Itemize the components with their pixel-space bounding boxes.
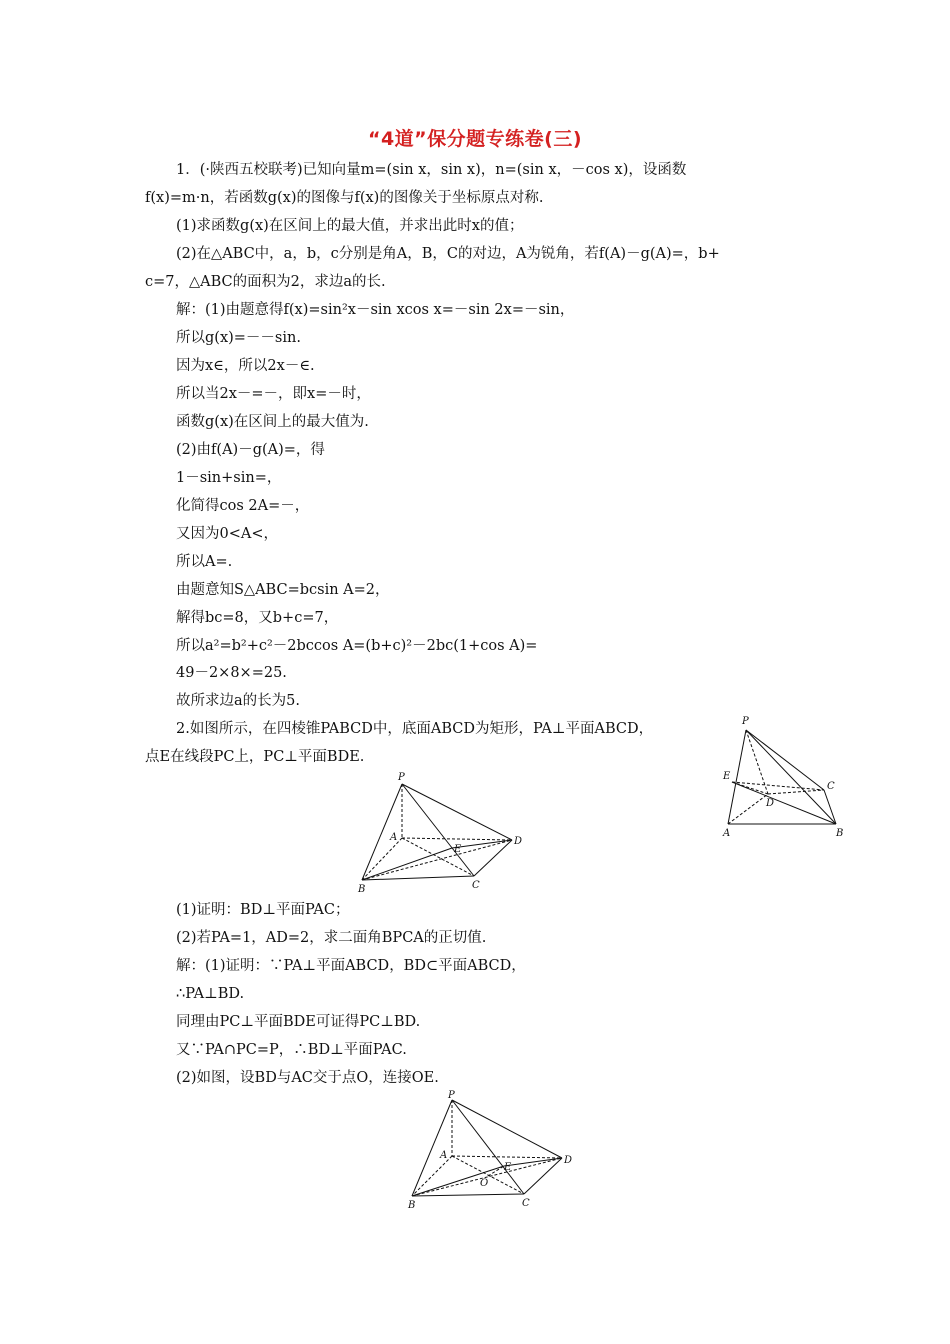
vertex-label: O — [480, 1178, 489, 1189]
text-line: 所以g(x)=－－sin. — [176, 330, 301, 346]
pyramid-figure-bottom — [400, 1088, 582, 1216]
vertex-label: D — [564, 1155, 573, 1166]
pyramid-figure-middle — [352, 768, 532, 896]
vertex-label: P — [398, 772, 405, 783]
text-line: 所以A=. — [176, 554, 233, 570]
text-line: c=7，△ABC的面积为2，求边a的长. — [145, 274, 386, 290]
text-line: (1)求函数g(x)在区间上的最大值，并求出此时x的值； — [176, 218, 524, 234]
text-line: 化简得cos 2A=－， — [176, 498, 310, 514]
vertex-label: C — [472, 880, 480, 891]
text-line: 1．(·陕西五校联考)已知向量m=(sin x，sin x)，n=(sin x，－cos x)，设函数 — [176, 162, 687, 178]
text-line: f(x)=m·n，若函数g(x)的图像与f(x)的图像关于坐标原点对称. — [145, 190, 544, 206]
text-line: (2)如图，设BD与AC交于点O，连接OE. — [176, 1070, 439, 1086]
text-line: 同理由PC⊥平面BDE可证得PC⊥BD. — [176, 1014, 421, 1030]
vertex-label: B — [408, 1200, 416, 1211]
text-line: 因为x∈，所以2x－∈. — [176, 358, 315, 374]
text-line: 又因为0<A<， — [176, 526, 278, 542]
text-line: (2)在△ABC中，a，b，c分别是角A，B，C的对边，A为锐角，若f(A)－g(A)=，b+ — [176, 246, 720, 262]
pyramid-diagram — [352, 768, 532, 896]
text-line: ∴PA⊥BD. — [176, 986, 245, 1002]
vertex-label: A — [390, 832, 398, 843]
vertex-label: P — [448, 1090, 455, 1101]
text-line: 点E在线段PC上，PC⊥平面BDE. — [145, 749, 365, 765]
text-line: 49－2×8×=25. — [176, 665, 287, 681]
text-line: (2)由f(A)－g(A)=，得 — [176, 442, 325, 458]
pyramid-figure-right — [718, 712, 854, 842]
text-line: (2)若PA=1，AD=2，求二面角BPCA的正切值. — [176, 930, 487, 946]
vertex-label: C — [522, 1198, 530, 1209]
text-line: 又∵PA∩PC=P，∴BD⊥平面PAC. — [176, 1042, 407, 1058]
vertex-label: E — [454, 844, 462, 855]
vertex-label: E — [504, 1162, 512, 1173]
text-line: 所以a²=b²+c²－2bccos A=(b+c)²－2bc(1+cos A)= — [176, 638, 538, 654]
vertex-label: B — [836, 828, 844, 839]
text-line: 解：(1)由题意得f(x)=sin²x－sin xcos x=－sin 2x=－sin， — [176, 302, 575, 318]
vertex-label: P — [742, 716, 749, 727]
text-line: 所以当2x－=－，即x=－时， — [176, 386, 371, 402]
vertex-label: D — [514, 836, 523, 847]
text-line: (1)证明：BD⊥平面PAC； — [176, 902, 350, 918]
vertex-label: A — [440, 1150, 448, 1161]
vertex-label: A — [723, 828, 731, 839]
text-line: 1－sin+sin=， — [176, 470, 282, 486]
text-line: 解得bc=8，又b+c=7， — [176, 610, 339, 626]
vertex-label: D — [766, 798, 775, 809]
text-line: 函数g(x)在区间上的最大值为. — [176, 414, 369, 430]
text-line: 2.如图所示，在四棱锥PABCD中，底面ABCD为矩形，PA⊥平面ABCD， — [176, 721, 654, 737]
vertex-label: B — [358, 884, 366, 895]
text-line: 由题意知S△ABC=bcsin A=2， — [176, 582, 390, 598]
page-title: “4道”保分题专练卷(三) — [367, 128, 583, 150]
vertex-label: E — [723, 771, 731, 782]
text-line: 故所求边a的长为5. — [176, 693, 300, 709]
pyramid-diagram — [718, 712, 854, 842]
pyramid-diagram — [400, 1088, 582, 1216]
vertex-label: C — [827, 781, 835, 792]
text-line: 解：(1)证明：∵PA⊥平面ABCD，BD⊂平面ABCD， — [176, 958, 526, 974]
